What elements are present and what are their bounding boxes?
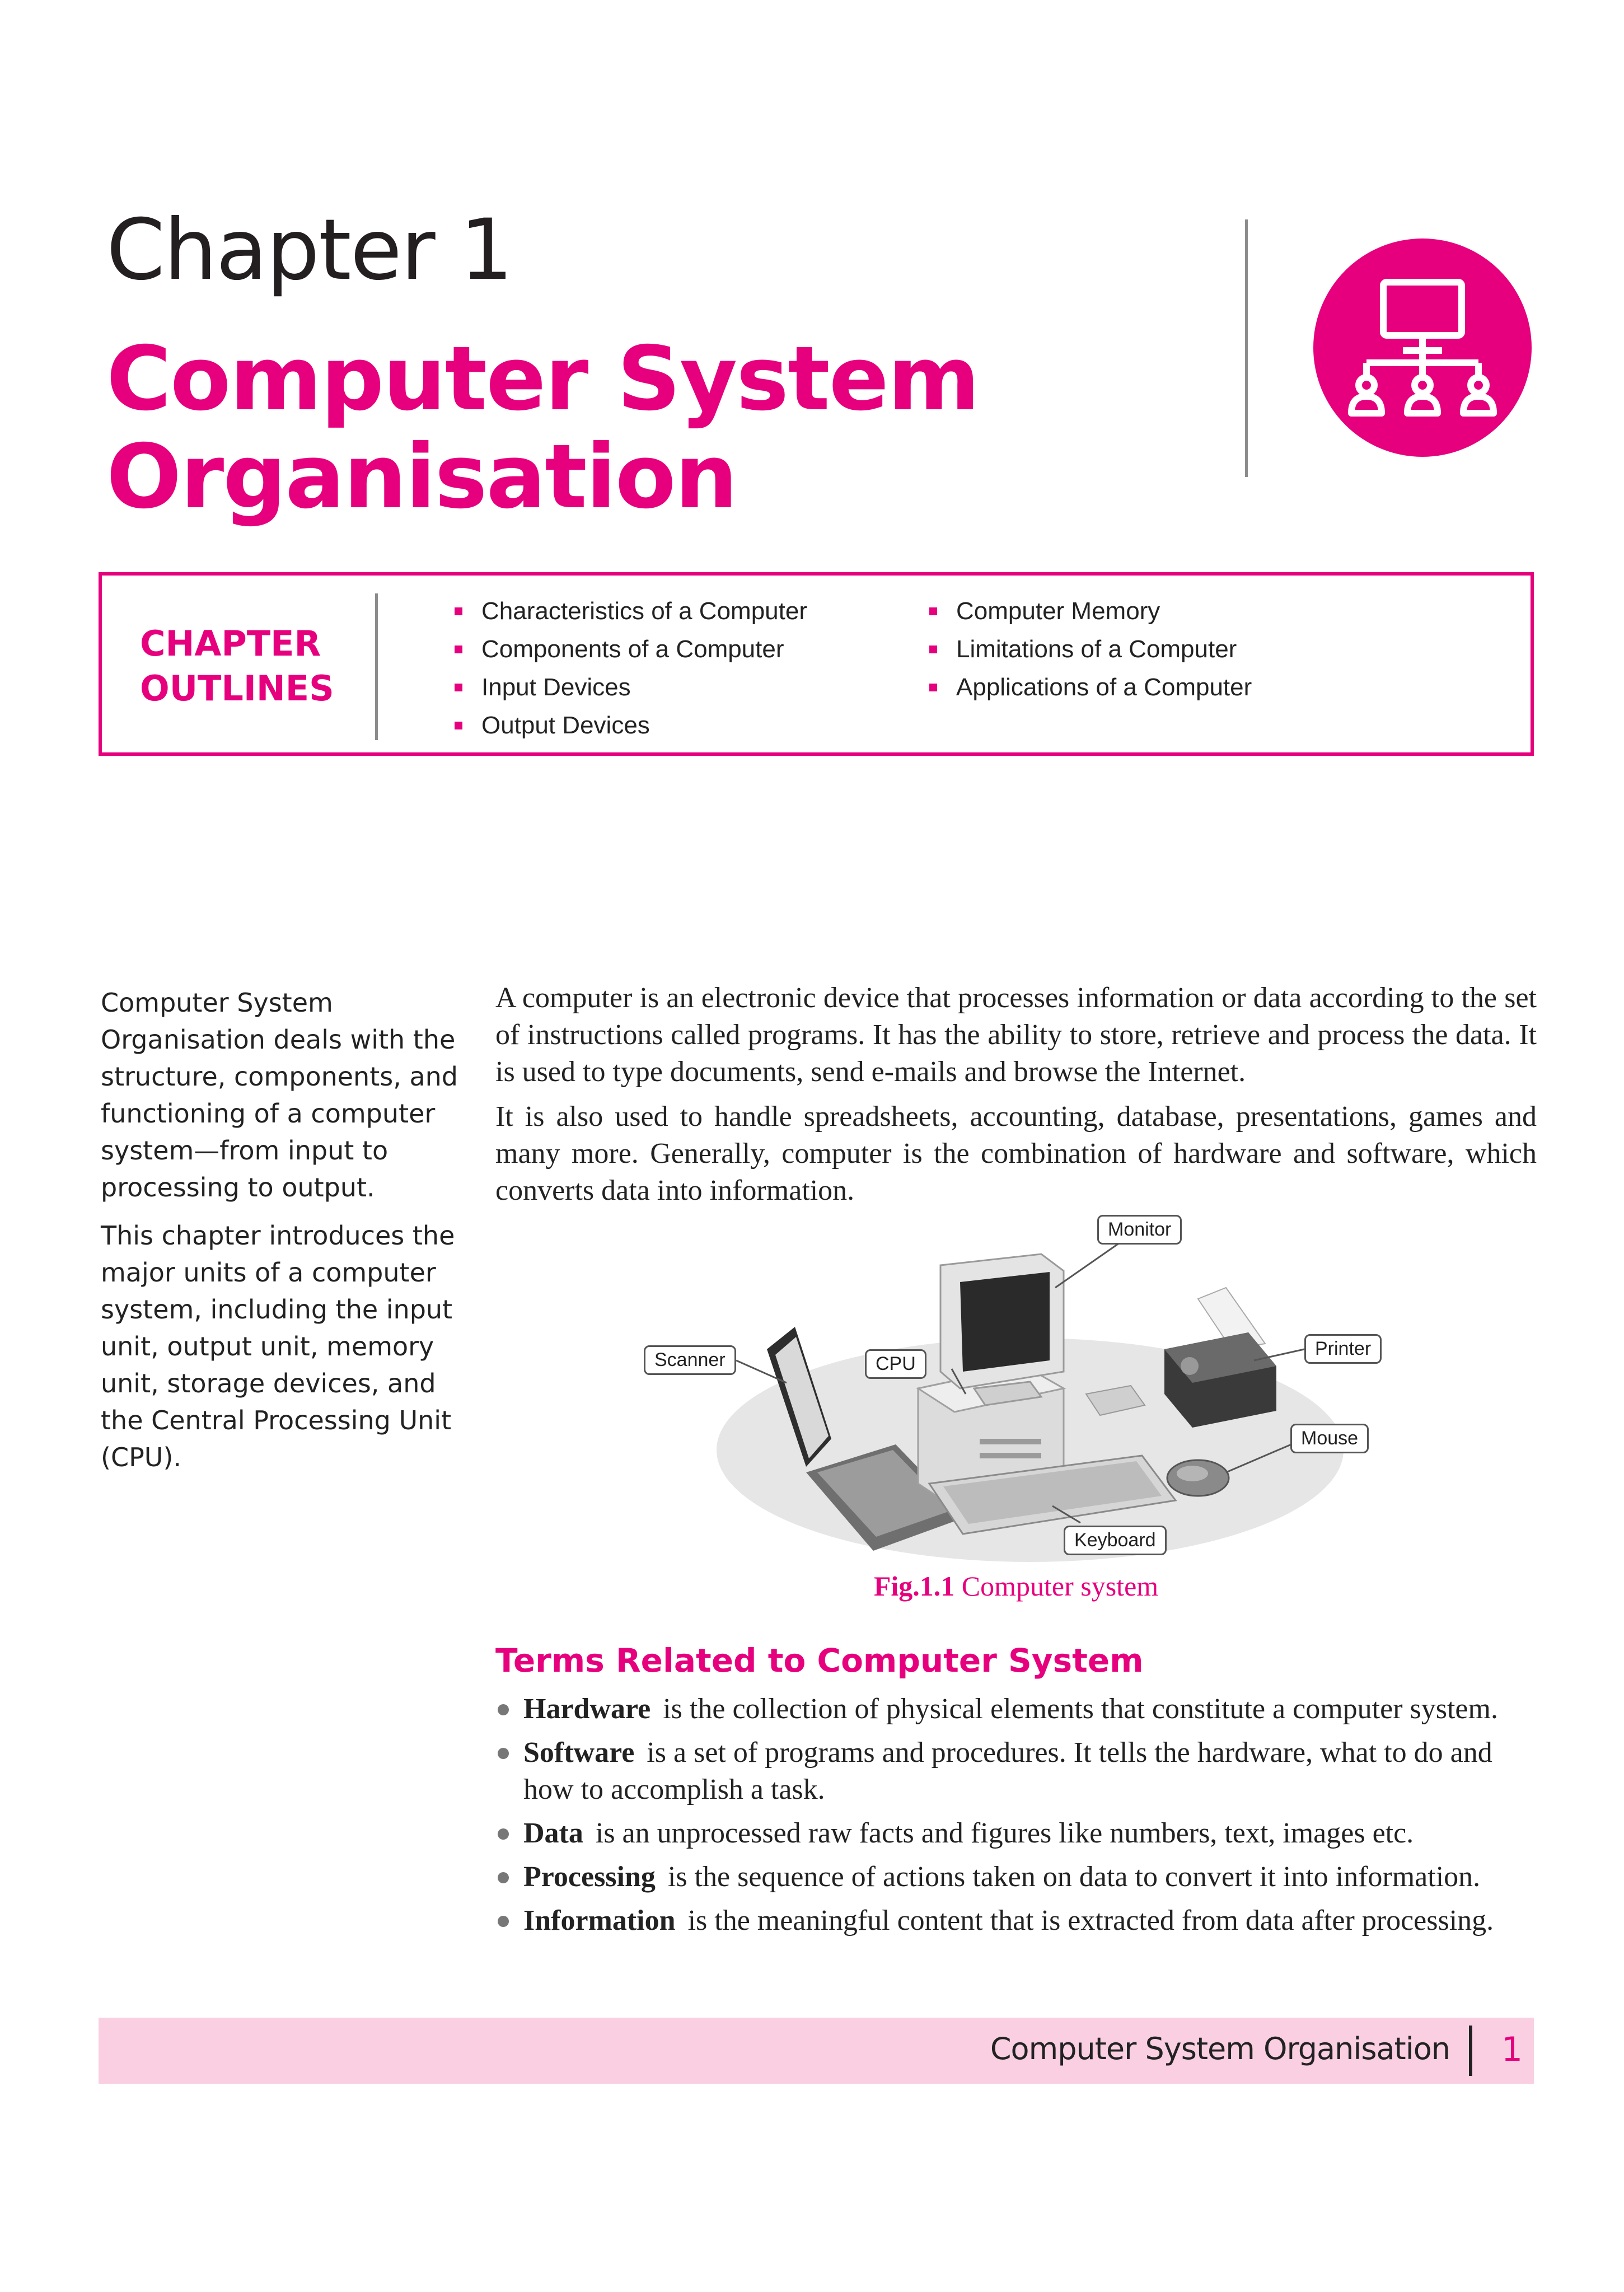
body-paragraph: It is also used to handle spreadsheets, accounting, database, presentations, games and many more. Generally, computer is the combination of hardware and software, which converts data into information. [495,1101,1537,1206]
term-definition: is the sequence of actions taken on data to convert it into information. [667,1861,1481,1893]
printer-callout: Printer [1304,1334,1382,1364]
bullet-square-icon [455,607,462,615]
term-definition: is the collection of physical elements that constitute a computer system. [663,1693,1498,1725]
bullet-dot-icon [498,1916,509,1927]
outline-item: Output Devices [455,707,807,745]
bullet-dot-icon [498,1704,509,1715]
bullet-dot-icon [498,1748,509,1759]
page-footer [99,2018,1534,2084]
outline-item: Limitations of a Computer [929,630,1252,668]
header-divider [1245,219,1248,477]
outline-column-2 [929,592,1252,707]
term-item [495,1902,1537,1939]
network-hierarchy-icon [1313,238,1532,457]
scanner-callout: Scanner [644,1345,736,1375]
bullet-square-icon [929,684,937,691]
bullet-square-icon [929,645,937,653]
figure-caption-text: Computer system [961,1570,1159,1602]
term-definition: is the meaningful content that is extracted from data after processing. [687,1905,1494,1936]
terms-list [495,1691,1537,1946]
footer-divider [1469,2026,1472,2076]
chapter-label: Chapter 1 [106,202,512,299]
sidebar-summary [101,984,459,1487]
computer-system-figure [638,1204,1388,1568]
term-definition: is an unprocessed raw facts and figures like numbers, text, images etc. [595,1817,1414,1849]
term-item [495,1734,1537,1808]
figure-caption [495,1570,1537,1602]
term-item [495,1859,1537,1896]
body-paragraph: A computer is an electronic device that processes information or data according to the set of instructions called programs. It has the ability to store, retrieve and process the data. It is used to type documents, send e-mails and browse the Internet. [495,982,1537,1088]
printer-drawing [1164,1288,1276,1428]
chapter-title: Computer System Organisation [106,328,979,528]
term-name: Processing [523,1861,656,1893]
term-name: Data [523,1817,583,1849]
monitor-callout: Monitor [1097,1215,1182,1245]
bullet-square-icon [455,684,462,691]
footer-title: Computer System Organisation [990,2031,1450,2066]
bullet-square-icon [455,645,462,653]
outline-item: Characteristics of a Computer [455,592,807,630]
outline-column-1 [455,592,807,745]
main-text [495,980,1537,1217]
outline-item: Components of a Computer [455,630,807,668]
keyboard-callout: Keyboard [1064,1526,1167,1555]
term-name: Software [523,1737,635,1769]
chapter-outline-box [99,572,1534,756]
mouse-callout: Mouse [1290,1424,1369,1453]
sidebar-paragraph: This chapter introduces the major units of a computer system, including the input unit, output unit, memory unit, storage devices, and the Central Processing Unit (CPU). [101,1220,455,1472]
bullet-dot-icon [498,1872,509,1883]
mouse-drawing [1167,1460,1229,1496]
figure-number: Fig.1.1 [873,1570,955,1602]
term-item [495,1691,1537,1728]
outline-divider [375,593,378,740]
outline-item: Applications of a Computer [929,668,1252,707]
term-name: Hardware [523,1693,651,1725]
term-item [495,1815,1537,1852]
outline-heading [140,621,334,711]
term-definition: is a set of programs and procedures. It tells the hardware, what to do and how to accomplish a task. [523,1737,1492,1805]
page-number: 1 [1501,2030,1523,2069]
outline-heading-line1: CHAPTER [140,623,321,664]
cpu-callout: CPU [865,1349,926,1379]
term-name: Information [523,1905,676,1936]
bullet-square-icon [929,607,937,615]
outline-item: Computer Memory [929,592,1252,630]
outline-heading-line2: OUTLINES [140,668,334,709]
computer-system-illustration [638,1204,1388,1568]
outline-item: Input Devices [455,668,807,707]
bullet-square-icon [455,722,462,729]
sidebar-paragraph: Computer System Organisation deals with the structure, components, and functioning of a computer system—from input to processing to output. [101,988,458,1203]
bullet-dot-icon [498,1828,509,1840]
terms-heading: Terms Related to Computer System [495,1641,1144,1680]
